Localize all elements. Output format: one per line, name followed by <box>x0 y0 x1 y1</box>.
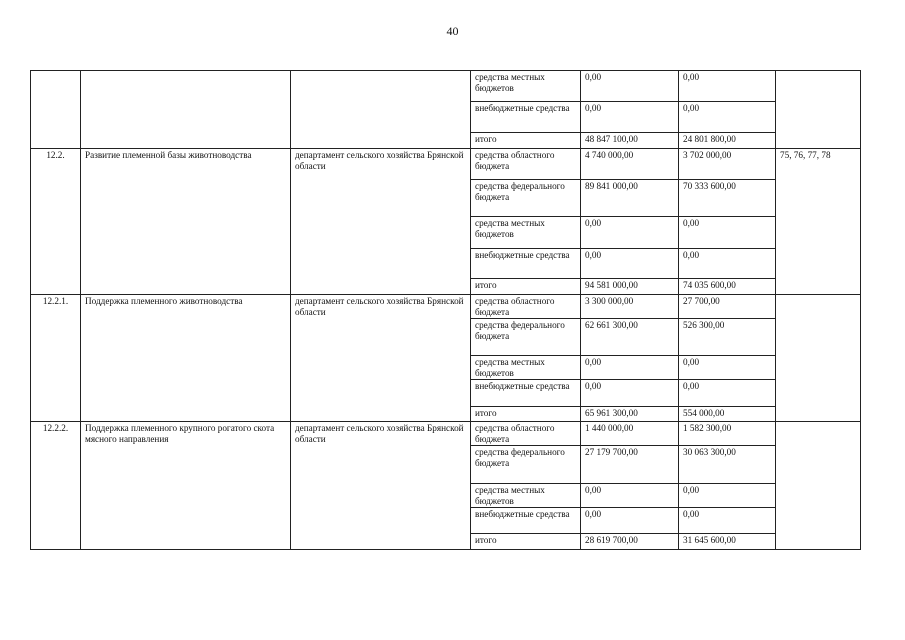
amount-2: 0,00 <box>679 508 776 534</box>
funding-source: средства областного бюджета <box>471 149 581 180</box>
indicators <box>776 422 861 550</box>
department: департамент сельского хозяйства Брянской области <box>291 422 471 550</box>
amount-1: 27 179 700,00 <box>581 446 679 484</box>
amount-2: 0,00 <box>679 217 776 249</box>
amount-2: 0,00 <box>679 356 776 380</box>
funding-source: средства областного бюджета <box>471 295 581 319</box>
funding-source: средства местных бюджетов <box>471 484 581 508</box>
table-row <box>31 422 861 446</box>
amount-1: 28 619 700,00 <box>581 534 679 550</box>
row-number: 12.2.1. <box>31 295 81 422</box>
amount-1: 0,00 <box>581 102 679 133</box>
amount-1: 89 841 000,00 <box>581 180 679 217</box>
amount-1: 0,00 <box>581 249 679 279</box>
amount-2: 31 645 600,00 <box>679 534 776 550</box>
funding-source: средства областного бюджета <box>471 422 581 446</box>
amount-2: 30 063 300,00 <box>679 446 776 484</box>
department: департамент сельского хозяйства Брянской области <box>291 149 471 295</box>
activity-title: Поддержка племенного животноводства <box>81 295 291 422</box>
row-number: 12.2.2. <box>31 422 81 550</box>
funding-source: средства местных бюджетов <box>471 217 581 249</box>
funding-source: средства федерального бюджета <box>471 446 581 484</box>
amount-1: 0,00 <box>581 508 679 534</box>
funding-source: итого <box>471 407 581 422</box>
amount-1: 0,00 <box>581 71 679 102</box>
amount-1: 0,00 <box>581 484 679 508</box>
amount-2: 27 700,00 <box>679 295 776 319</box>
funding-source: внебюджетные средства <box>471 380 581 407</box>
department <box>291 71 471 149</box>
amount-1: 0,00 <box>581 380 679 407</box>
table-row <box>31 295 861 319</box>
activity-title: Развитие племенной базы животноводства <box>81 149 291 295</box>
funding-source: итого <box>471 133 581 149</box>
amount-2: 74 035 600,00 <box>679 279 776 295</box>
indicators <box>776 71 861 149</box>
table-row <box>31 149 861 180</box>
table-row <box>31 71 861 102</box>
funding-source: средства федерального бюджета <box>471 319 581 356</box>
funding-source: итого <box>471 279 581 295</box>
activity-title <box>81 71 291 149</box>
funding-source: внебюджетные средства <box>471 102 581 133</box>
activity-title: Поддержка племенного крупного рогатого скота мясного направления <box>81 422 291 550</box>
funding-source: внебюджетные средства <box>471 508 581 534</box>
amount-2: 70 333 600,00 <box>679 180 776 217</box>
page-number: 40 <box>446 24 459 38</box>
amount-2: 0,00 <box>679 380 776 407</box>
funding-source: средства федерального бюджета <box>471 180 581 217</box>
amount-2: 24 801 800,00 <box>679 133 776 149</box>
funding-source: внебюджетные средства <box>471 249 581 279</box>
funding-source: средства местных бюджетов <box>471 356 581 380</box>
budget-table <box>30 70 861 550</box>
amount-2: 0,00 <box>679 102 776 133</box>
amount-1: 4 740 000,00 <box>581 149 679 180</box>
amount-1: 3 300 000,00 <box>581 295 679 319</box>
amount-2: 0,00 <box>679 71 776 102</box>
department: департамент сельского хозяйства Брянской области <box>291 295 471 422</box>
indicators: 75, 76, 77, 78 <box>776 149 861 295</box>
amount-2: 3 702 000,00 <box>679 149 776 180</box>
indicators <box>776 295 861 422</box>
amount-1: 0,00 <box>581 356 679 380</box>
amount-2: 1 582 300,00 <box>679 422 776 446</box>
amount-1: 94 581 000,00 <box>581 279 679 295</box>
funding-source: итого <box>471 534 581 550</box>
amount-2: 0,00 <box>679 484 776 508</box>
row-number <box>31 71 81 149</box>
row-number: 12.2. <box>31 149 81 295</box>
amount-2: 0,00 <box>679 249 776 279</box>
amount-1: 48 847 100,00 <box>581 133 679 149</box>
amount-1: 1 440 000,00 <box>581 422 679 446</box>
amount-1: 0,00 <box>581 217 679 249</box>
amount-1: 65 961 300,00 <box>581 407 679 422</box>
amount-2: 554 000,00 <box>679 407 776 422</box>
amount-1: 62 661 300,00 <box>581 319 679 356</box>
funding-source: средства местных бюджетов <box>471 71 581 102</box>
amount-2: 526 300,00 <box>679 319 776 356</box>
